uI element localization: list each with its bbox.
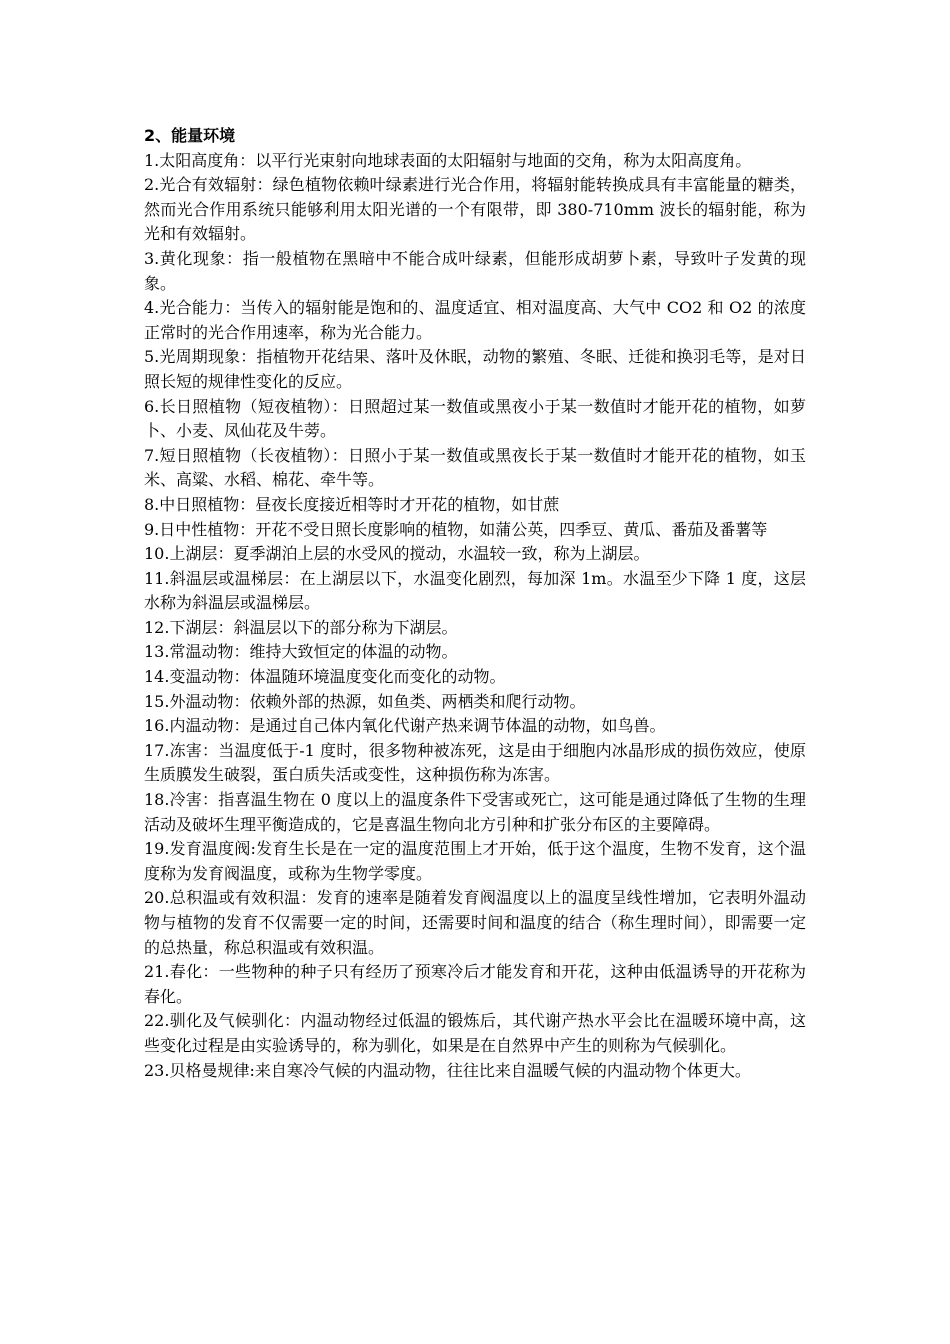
paragraph-11: 11.斜温层或温梯层：在上湖层以下，水温变化剧烈，每加深 1m。水温至少下降 1 度，这层水称为斜温层或温梯层。 [144, 568, 806, 613]
paragraph-15: 15.外温动物：依赖外部的热源，如鱼类、两栖类和爬行动物。 [144, 691, 586, 711]
paragraph-13: 13.常温动物：维持大致恒定的体温的动物。 [144, 642, 458, 662]
paragraph-12: 12.下湖层：斜温层以下的部分称为下湖层。 [144, 617, 458, 637]
paragraph-3: 3.黄化现象：指一般植物在黑暗中不能合成叶绿素，但能形成胡萝卜素，导致叶子发黄的现象。 [144, 248, 806, 293]
section-heading: 2、能量环境 [144, 126, 236, 145]
paragraph-9: 9.日中性植物：开花不受日照长度影响的植物，如蒲公英，四季豆、黄瓜、番茄及番薯等 [144, 519, 768, 539]
paragraph-14: 14.变温动物：体温随环境温度变化而变化的动物。 [144, 667, 506, 687]
paragraph-5: 5.光周期现象：指植物开花结果、落叶及休眠，动物的繁殖、冬眠、迁徙和换羽毛等，是对日照长短的规律性变化的反应。 [144, 347, 806, 391]
paragraph-19: 19.发育温度阀:发育生长是在一定的温度范围上才开始，低于这个温度，生物不发育，这个温度称为发育阀温度，或称为生物学零度。 [144, 839, 806, 883]
paragraph-18: 18.冷害：指喜温生物在 0 度以上的温度条件下受害或死亡，这可能是通过降低了生物的生理活动及破坏生理平衡造成的，它是喜温生物向北方引种和扩张分布区的主要障碍。 [144, 790, 806, 834]
paragraph-2: 2.光合有效辐射：绿色植物依赖叶绿素进行光合作用，将辐射能转换成具有丰富能量的糖类，然而光合作用系统只能够利用太阳光谱的一个有限带，即 380-710mm 波长的辐射能，称为光和有效辐射。 [144, 175, 806, 244]
paragraph-21: 21.春化：一些物种的种子只有经历了预寒冷后才能发育和开花，这种由低温诱导的开花称为春化。 [144, 962, 806, 1006]
paragraph-23: 23.贝格曼规律:来自寒冷气候的内温动物，往往比来自温暖气候的内温动物个体更大。 [144, 1060, 751, 1080]
paragraph-20: 20.总积温或有效积温：发育的速率是随着发育阀温度以上的温度呈线性增加，它表明外温动物与植物的发育不仅需要一定的时间，还需要时间和温度的结合（称生理时间），即需要一定的总热量，称总积温或有效积温。 [144, 888, 806, 957]
document-body [144, 124, 806, 1083]
paragraph-1: 1.太阳高度角：以平行光束射向地球表面的太阳辐射与地面的交角，称为太阳高度角。 [144, 150, 752, 170]
paragraph-22: 22.驯化及气候驯化：内温动物经过低温的锻炼后，其代谢产热水平会比在温暖环境中高，这些变化过程是由实验诱导的，称为驯化，如果是在自然界中产生的则称为气候驯化。 [144, 1011, 806, 1055]
paragraph-4: 4.光合能力：当传入的辐射能是饱和的、温度适宜、相对温度高、大气中 CO2 和 O2 的浓度正常时的光合作用速率，称为光合能力。 [144, 298, 806, 342]
paragraph-8: 8.中日照植物：昼夜长度接近相等时才开花的植物，如甘蔗 [144, 494, 560, 514]
paragraph-17: 17.冻害：当温度低于-1 度时，很多物种被冻死，这是由于细胞内冰晶形成的损伤效应，使原生质膜发生破裂，蛋白质失活或变性，这种损伤称为冻害。 [144, 740, 806, 785]
paragraph-6: 6.长日照植物（短夜植物）：日照超过某一数值或黑夜小于某一数值时才能开花的植物，如萝卜、小麦、凤仙花及牛蒡。 [144, 396, 806, 441]
paragraph-7: 7.短日照植物（长夜植物）：日照小于某一数值或黑夜长于某一数值时才能开花的植物，如玉米、高粱、水稻、棉花、牵牛等。 [144, 445, 806, 490]
paragraph-10: 10.上湖层：夏季湖泊上层的水受风的搅动，水温较一致，称为上湖层。 [144, 544, 650, 564]
paragraph-16: 16.内温动物：是通过自己体内氧化代谢产热来调节体温的动物，如鸟兽。 [144, 716, 666, 736]
